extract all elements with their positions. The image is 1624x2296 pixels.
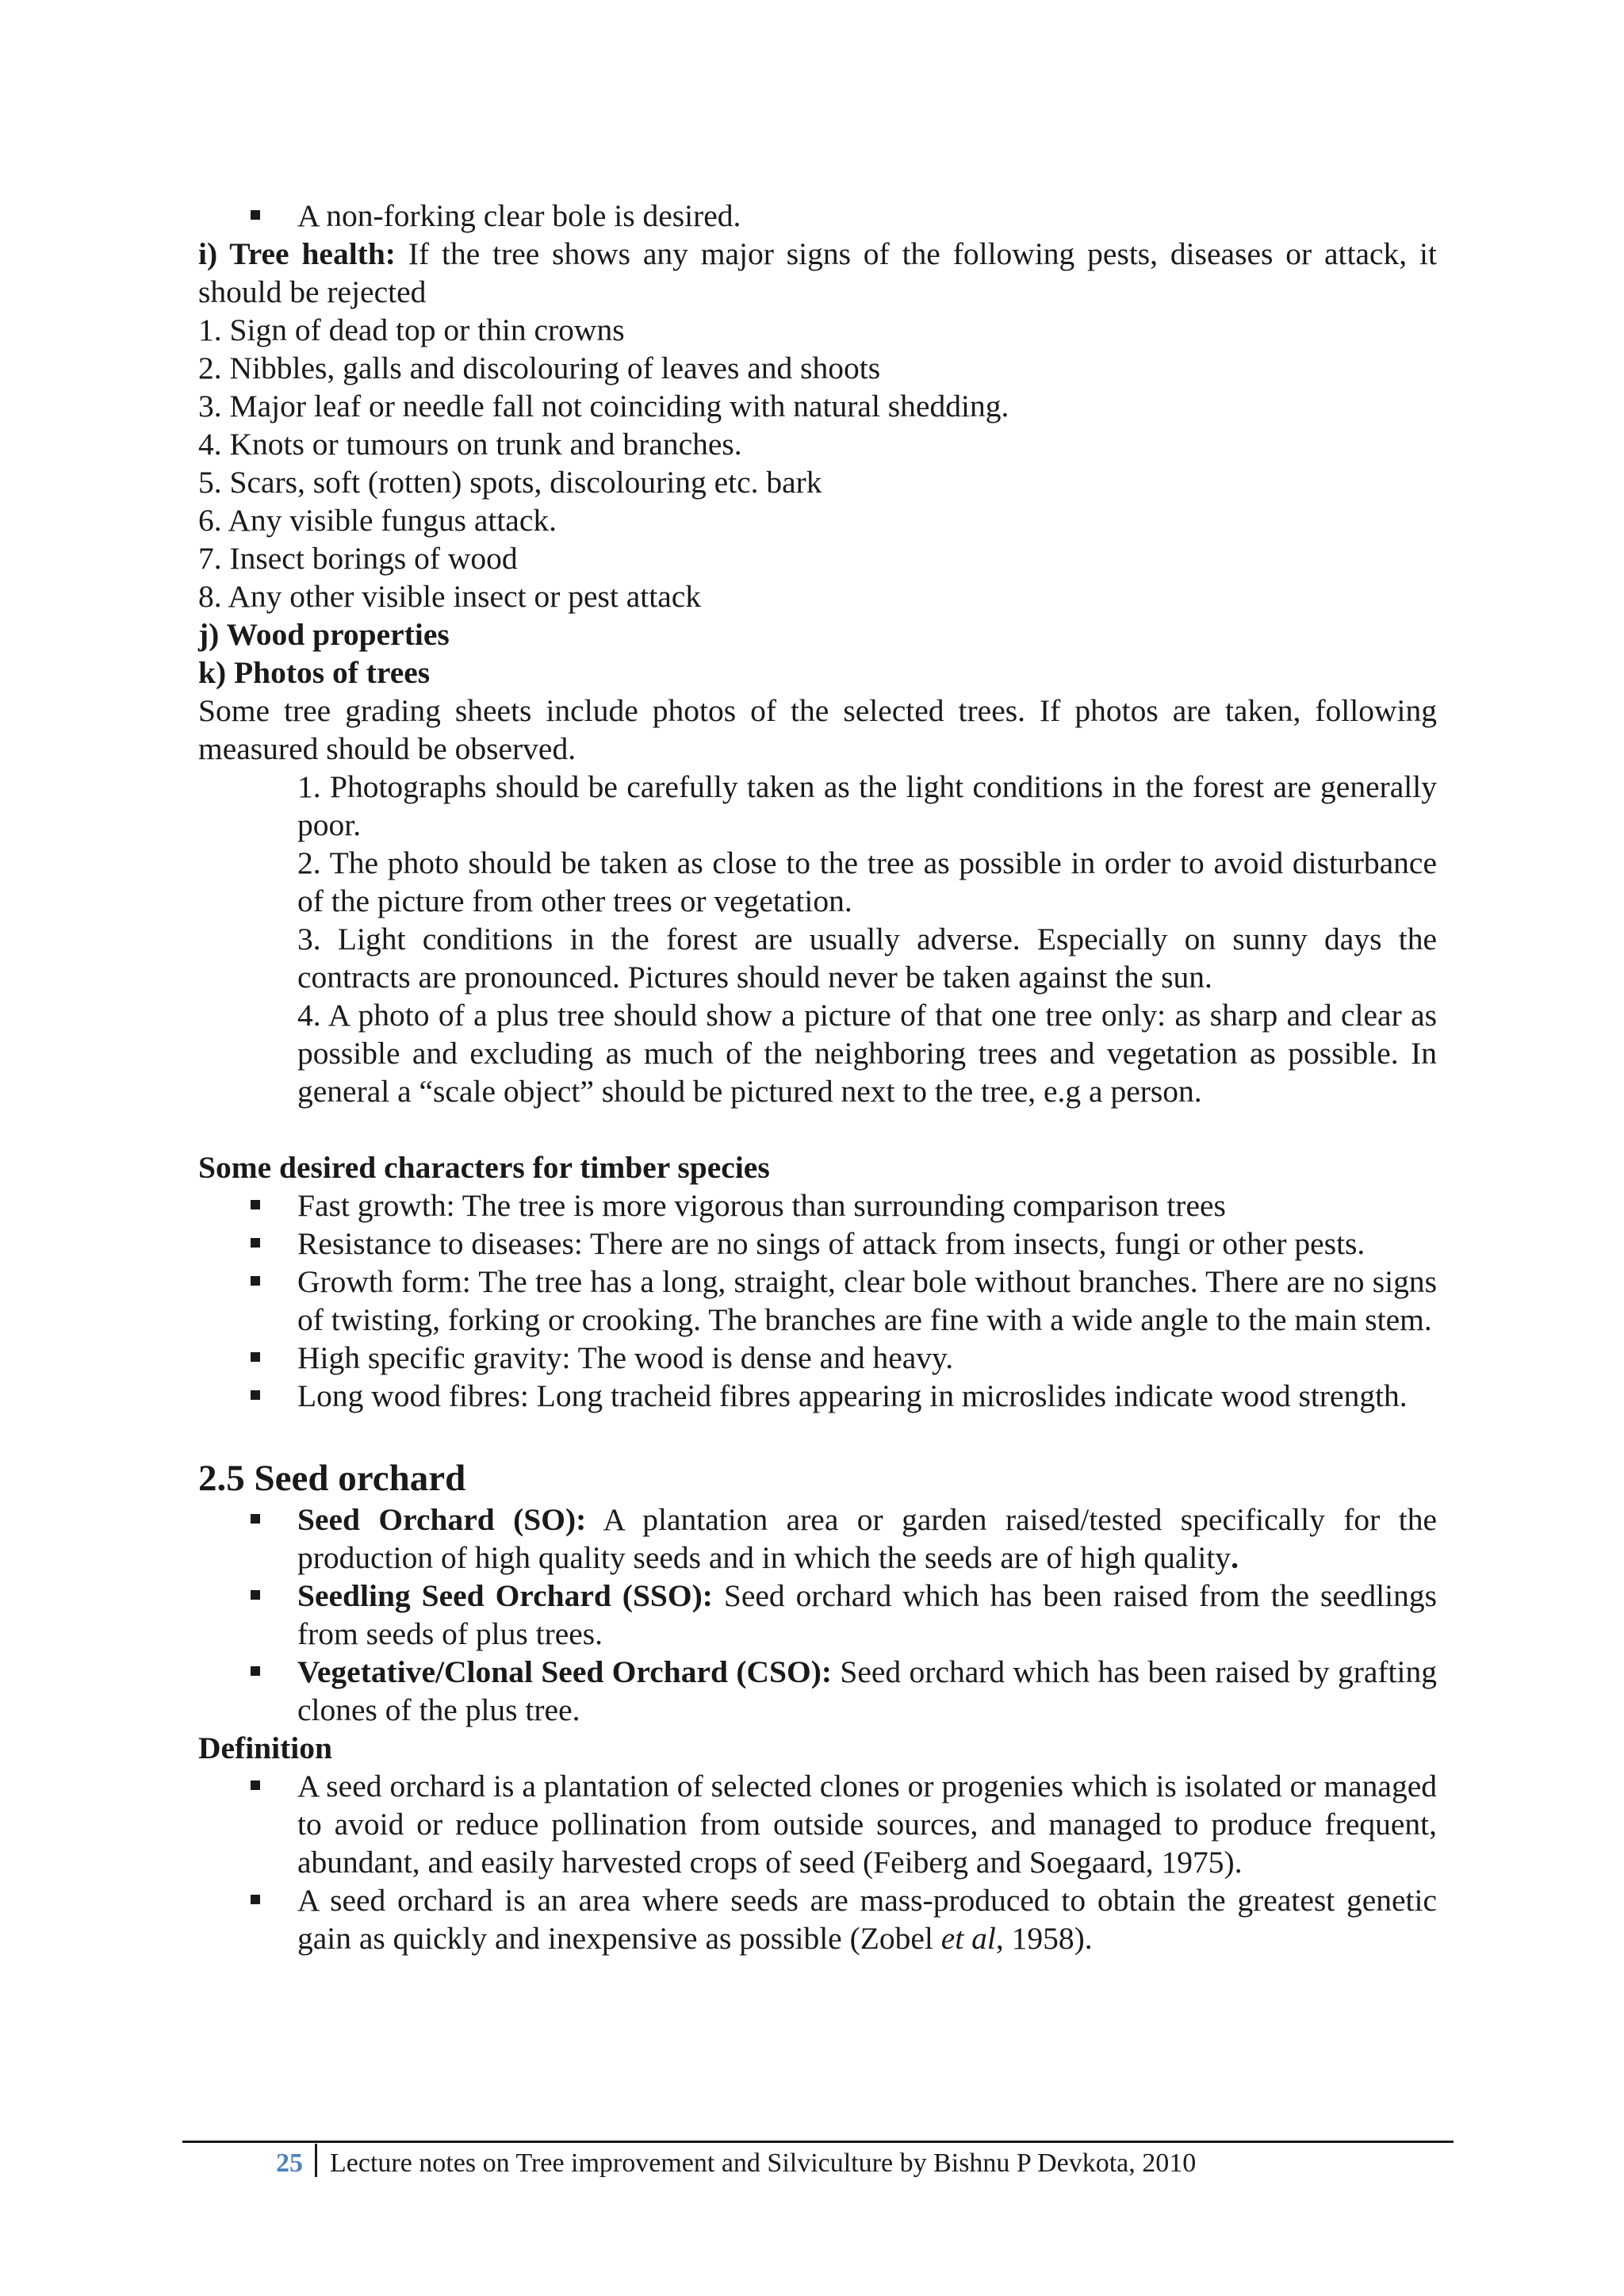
square-bullet-icon xyxy=(251,1352,260,1362)
list-item: Fast growth: The tree is more vigorous than surrounding comparison trees xyxy=(198,1186,1437,1225)
list-item: Long wood fibres: Long tracheid fibres appearing in microslides indicate wood strength. xyxy=(198,1377,1437,1415)
seed-orchard-list xyxy=(198,1501,1437,1729)
square-bullet-icon xyxy=(251,1276,260,1286)
list-item: 2. Nibbles, galls and discolouring of leaves and shoots xyxy=(198,351,881,385)
list-item: 2. The photo should be taken as close to the tree as possible in order to avoid disturbance of the picture from other trees or vegetation. xyxy=(297,845,1437,918)
tree-health-heading: i) Tree health: xyxy=(198,236,396,271)
list-item: 4. Knots or tumours on trunk and branches. xyxy=(198,427,742,462)
list-item: 1. Sign of dead top or thin crowns xyxy=(198,312,625,347)
definition-heading: Definition xyxy=(198,1731,332,1765)
list-item: Seedling Seed Orchard (SSO): Seed orchard which has been raised from the seedlings from seeds of plus trees. xyxy=(198,1577,1437,1653)
seed-orchard-heading: 2.5 Seed orchard xyxy=(198,1458,466,1499)
timber-heading: Some desired characters for timber species xyxy=(198,1150,770,1185)
timber-list xyxy=(198,1186,1437,1415)
footer-separator xyxy=(315,2144,317,2177)
spacer xyxy=(198,1110,1437,1148)
square-bullet-icon xyxy=(251,1666,260,1676)
list-item: 8. Any other visible insect or pest attack xyxy=(198,579,702,614)
square-bullet-icon xyxy=(251,1200,260,1209)
top-bullet-list xyxy=(198,197,1437,235)
list-item: Seed Orchard (SO): A plantation area or garden raised/tested specifically for the production of high quality seeds and in which the seeds are of high quality. xyxy=(198,1501,1437,1577)
page-content xyxy=(198,197,1437,1957)
list-item: 3. Major leaf or needle fall not coinciding with natural shedding. xyxy=(198,389,1009,424)
square-bullet-icon xyxy=(251,1390,260,1400)
wood-properties-heading: j) Wood properties xyxy=(198,617,450,652)
list-item: Vegetative/Clonal Seed Orchard (CSO): Seed orchard which has been raised by grafting clones of the plus tree. xyxy=(198,1653,1437,1729)
square-bullet-icon xyxy=(251,1590,260,1600)
list-item: 6. Any visible fungus attack. xyxy=(198,503,557,538)
spacer xyxy=(198,1415,1437,1456)
list-item: A non-forking clear bole is desired. xyxy=(198,197,1437,235)
list-item: A seed orchard is a plantation of selected clones or progenies which is isolated or managed to avoid or reduce pollination from outside sources, and managed to produce frequent, abundant, and easily harvested crops of seed (Feiberg and Soegaard, 1975). xyxy=(198,1767,1437,1881)
square-bullet-icon xyxy=(251,1514,260,1524)
square-bullet-icon xyxy=(251,1895,260,1904)
footer-rule xyxy=(182,2141,1454,2143)
square-bullet-icon xyxy=(251,210,260,220)
square-bullet-icon xyxy=(251,1780,260,1790)
square-bullet-icon xyxy=(251,1238,260,1248)
list-item: 7. Insect borings of wood xyxy=(198,541,518,576)
photos-heading: k) Photos of trees xyxy=(198,655,431,690)
list-item: A seed orchard is an area where seeds are mass-produced to obtain the greatest genetic gain as quickly and inexpensive as possible (Zobel et al, 1958). xyxy=(198,1881,1437,1957)
definition-list xyxy=(198,1767,1437,1957)
page-number: 25 xyxy=(276,2148,303,2178)
list-item: High specific gravity: The wood is dense and heavy. xyxy=(198,1339,1437,1377)
list-item: 5. Scars, soft (rotten) spots, discolouring etc. bark xyxy=(198,465,822,500)
tree-health-paragraph: i) Tree health: If the tree shows any major signs of the following pests, diseases or attack, it should be rejected xyxy=(198,236,1437,309)
list-item: 1. Photographs should be carefully taken as the light conditions in the forest are generally poor. xyxy=(297,769,1437,842)
list-item: 3. Light conditions in the forest are usually adverse. Especially on sunny days the contracts are pronounced. Pictures should never be taken against the sun. xyxy=(297,922,1437,995)
list-item: 4. A photo of a plus tree should show a picture of that one tree only: as sharp and clear as possible and excluding as much of the neighboring trees and vegetation as possible. In general a “scale object” should be pictured next to the tree, e.g a person. xyxy=(297,998,1437,1109)
photos-intro: Some tree grading sheets include photos of the selected trees. If photos are taken, following measured should be observed. xyxy=(198,693,1437,766)
footer-text: Lecture notes on Tree improvement and Silviculture by Bishnu P Devkota, 2010 xyxy=(330,2148,1197,2178)
list-item: Resistance to diseases: There are no sings of attack from insects, fungi or other pests. xyxy=(198,1225,1437,1263)
list-item: Growth form: The tree has a long, straight, clear bole without branches. There are no signs of twisting, forking or crooking. The branches are fine with a wide angle to the main stem. xyxy=(198,1263,1437,1339)
